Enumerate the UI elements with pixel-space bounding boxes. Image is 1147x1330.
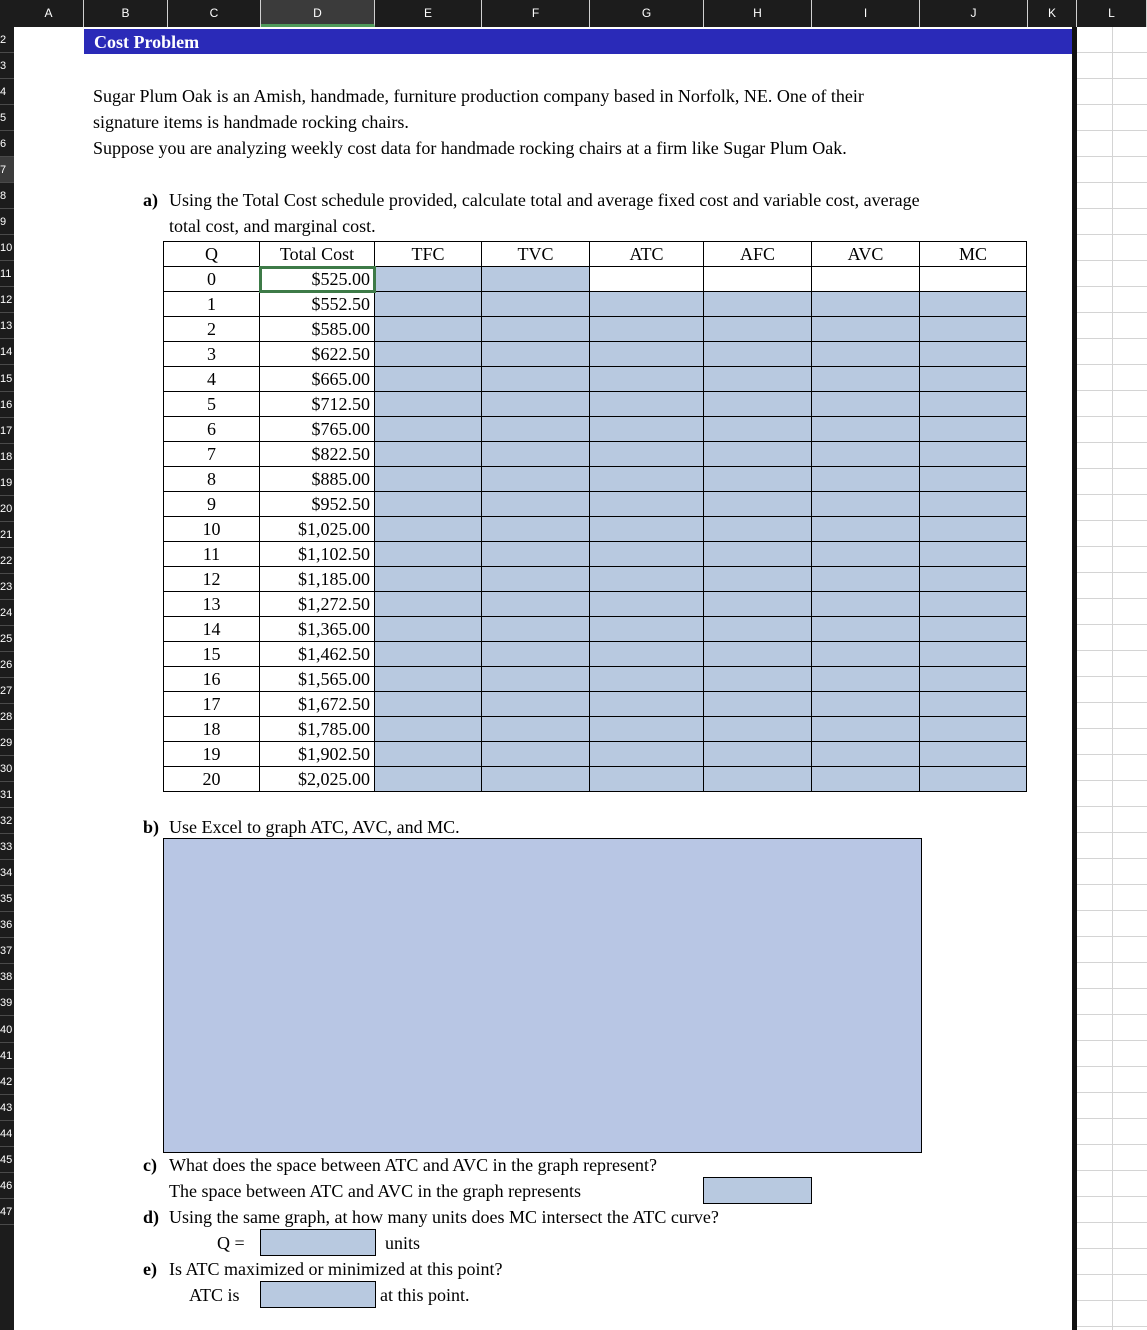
- tvc-input-cell[interactable]: [482, 717, 590, 742]
- row-header-20[interactable]: 20: [0, 496, 14, 522]
- total-cost-cell-selected[interactable]: $525.00: [260, 267, 375, 292]
- row-header-13[interactable]: 13: [0, 313, 14, 339]
- row-header-7[interactable]: 7: [0, 157, 14, 183]
- avc-input-cell[interactable]: [812, 767, 920, 792]
- avc-input-cell[interactable]: [812, 417, 920, 442]
- header-atc[interactable]: ATC: [590, 242, 704, 267]
- total-cost-cell[interactable]: $822.50: [260, 442, 375, 467]
- q-cell[interactable]: 15: [164, 642, 260, 667]
- row-header-39[interactable]: 39: [0, 990, 14, 1016]
- atc-input-cell[interactable]: [590, 742, 704, 767]
- total-cost-cell[interactable]: $665.00: [260, 367, 375, 392]
- tvc-input-cell[interactable]: [482, 267, 590, 292]
- table-row: [164, 692, 1027, 717]
- row-header-22[interactable]: 22: [0, 548, 14, 574]
- intro-line-2: signature items is handmade rocking chairs.: [93, 112, 409, 132]
- total-cost-cell[interactable]: $1,365.00: [260, 617, 375, 642]
- tvc-input-cell[interactable]: [482, 767, 590, 792]
- atc-input-cell[interactable]: [590, 367, 704, 392]
- column-header-e[interactable]: E: [375, 0, 482, 27]
- tvc-input-cell[interactable]: [482, 392, 590, 417]
- q-cell[interactable]: 19: [164, 742, 260, 767]
- total-cost-cell[interactable]: $952.50: [260, 492, 375, 517]
- row-header-19[interactable]: 19: [0, 470, 14, 496]
- table-row: [164, 467, 1027, 492]
- q-cell[interactable]: 1: [164, 292, 260, 317]
- total-cost-cell[interactable]: $765.00: [260, 417, 375, 442]
- table-row: [164, 717, 1027, 742]
- tvc-input-cell[interactable]: [482, 567, 590, 592]
- mc-input-cell[interactable]: [920, 642, 1027, 667]
- row-header-37[interactable]: 37: [0, 938, 14, 964]
- row-header-34[interactable]: 34: [0, 860, 14, 886]
- avc-input-cell[interactable]: [812, 367, 920, 392]
- part-c-answer-input[interactable]: [703, 1177, 812, 1204]
- afc-input-cell[interactable]: [704, 417, 812, 442]
- avc-input-cell[interactable]: [812, 717, 920, 742]
- atc-input-cell[interactable]: [590, 417, 704, 442]
- mc-input-cell[interactable]: [920, 342, 1027, 367]
- q-cell[interactable]: 17: [164, 692, 260, 717]
- part-d-q-prompt: Q =: [217, 1233, 245, 1253]
- row-header-30[interactable]: 30: [0, 756, 14, 782]
- avc-input-cell[interactable]: [812, 667, 920, 692]
- row-header-25[interactable]: 25: [0, 626, 14, 652]
- row-header-11[interactable]: 11: [0, 261, 14, 287]
- atc-input-cell[interactable]: [590, 767, 704, 792]
- q-cell[interactable]: 12: [164, 567, 260, 592]
- tvc-input-cell[interactable]: [482, 667, 590, 692]
- table-row: [164, 642, 1027, 667]
- q-cell[interactable]: 14: [164, 617, 260, 642]
- row-header-41[interactable]: 41: [0, 1043, 14, 1069]
- table-row: [164, 617, 1027, 642]
- afc-input-cell[interactable]: [704, 267, 812, 292]
- row-header-9[interactable]: 9: [0, 209, 14, 235]
- tvc-input-cell[interactable]: [482, 367, 590, 392]
- afc-input-cell[interactable]: [704, 567, 812, 592]
- table-row: [164, 267, 1027, 292]
- row-header-21[interactable]: 21: [0, 522, 14, 548]
- intro-line-3: Suppose you are analyzing weekly cost data for handmade rocking chairs at a firm like Sugar Plum Oak.: [93, 138, 847, 158]
- row-header-23[interactable]: 23: [0, 574, 14, 600]
- row-header-24[interactable]: 24: [0, 600, 14, 626]
- row-header-15[interactable]: 15: [0, 366, 14, 392]
- row-header-2[interactable]: 2: [0, 27, 14, 53]
- tfc-input-cell[interactable]: [375, 267, 482, 292]
- row-header-43[interactable]: 43: [0, 1095, 14, 1121]
- afc-input-cell[interactable]: [704, 642, 812, 667]
- tfc-input-cell[interactable]: [375, 442, 482, 467]
- mc-input-cell[interactable]: [920, 367, 1027, 392]
- part-e-suffix: at this point.: [380, 1285, 470, 1305]
- row-header-45[interactable]: 45: [0, 1147, 14, 1173]
- table-row: [164, 317, 1027, 342]
- row-header-31[interactable]: 31: [0, 782, 14, 808]
- column-header-bar: [0, 0, 1147, 27]
- afc-input-cell[interactable]: [704, 692, 812, 717]
- header-q[interactable]: Q: [164, 242, 260, 267]
- mc-input-cell[interactable]: [920, 317, 1027, 342]
- tvc-input-cell[interactable]: [482, 417, 590, 442]
- total-cost-cell[interactable]: $1,102.50: [260, 542, 375, 567]
- mc-input-cell[interactable]: [920, 767, 1027, 792]
- atc-input-cell[interactable]: [590, 292, 704, 317]
- mc-input-cell[interactable]: [920, 417, 1027, 442]
- avc-input-cell[interactable]: [812, 592, 920, 617]
- table-row: [164, 542, 1027, 567]
- mc-input-cell[interactable]: [920, 492, 1027, 517]
- table-row: [164, 342, 1027, 367]
- tfc-input-cell[interactable]: [375, 742, 482, 767]
- part-e-prompt: ATC is: [189, 1285, 240, 1305]
- avc-input-cell[interactable]: [812, 692, 920, 717]
- row-header-28[interactable]: 28: [0, 704, 14, 730]
- table-row: [164, 667, 1027, 692]
- atc-input-cell[interactable]: [590, 317, 704, 342]
- table-row: [164, 742, 1027, 767]
- row-header-bar: [0, 27, 14, 1330]
- part-d-units: units: [385, 1233, 421, 1253]
- row-header-44[interactable]: 44: [0, 1121, 14, 1147]
- afc-input-cell[interactable]: [704, 667, 812, 692]
- afc-input-cell[interactable]: [704, 492, 812, 517]
- total-cost-cell[interactable]: $885.00: [260, 467, 375, 492]
- row-header-26[interactable]: 26: [0, 652, 14, 678]
- table-row: [164, 292, 1027, 317]
- avc-input-cell[interactable]: [812, 542, 920, 567]
- atc-input-cell[interactable]: [590, 642, 704, 667]
- row-header-12[interactable]: 12: [0, 287, 14, 313]
- atc-input-cell[interactable]: [590, 567, 704, 592]
- q-cell[interactable]: 8: [164, 467, 260, 492]
- part-e-label: e): [143, 1259, 157, 1279]
- tvc-input-cell[interactable]: [482, 742, 590, 767]
- tfc-input-cell[interactable]: [375, 342, 482, 367]
- column-header-j[interactable]: J: [920, 0, 1028, 27]
- afc-input-cell[interactable]: [704, 442, 812, 467]
- afc-input-cell[interactable]: [704, 767, 812, 792]
- tvc-input-cell[interactable]: [482, 442, 590, 467]
- avc-input-cell[interactable]: [812, 517, 920, 542]
- header-tfc[interactable]: TFC: [375, 242, 482, 267]
- row-header-10[interactable]: 10: [0, 235, 14, 261]
- tvc-input-cell[interactable]: [482, 617, 590, 642]
- mc-input-cell[interactable]: [920, 292, 1027, 317]
- afc-input-cell[interactable]: [704, 617, 812, 642]
- total-cost-cell[interactable]: $1,462.50: [260, 642, 375, 667]
- tvc-input-cell[interactable]: [482, 592, 590, 617]
- part-e-input[interactable]: [260, 1281, 376, 1308]
- q-cell[interactable]: 7: [164, 442, 260, 467]
- row-header-6[interactable]: 6: [0, 131, 14, 157]
- atc-input-cell[interactable]: [590, 392, 704, 417]
- total-cost-cell[interactable]: $712.50: [260, 392, 375, 417]
- total-cost-cell[interactable]: $1,025.00: [260, 517, 375, 542]
- afc-input-cell[interactable]: [704, 342, 812, 367]
- total-cost-cell[interactable]: $1,185.00: [260, 567, 375, 592]
- tfc-input-cell[interactable]: [375, 592, 482, 617]
- afc-input-cell[interactable]: [704, 542, 812, 567]
- column-header-i[interactable]: I: [812, 0, 920, 27]
- mc-input-cell[interactable]: [920, 442, 1027, 467]
- q-cell[interactable]: 6: [164, 417, 260, 442]
- afc-input-cell[interactable]: [704, 717, 812, 742]
- afc-input-cell[interactable]: [704, 467, 812, 492]
- header-avc[interactable]: AVC: [812, 242, 920, 267]
- row-header-27[interactable]: 27: [0, 678, 14, 704]
- table-row: [164, 567, 1027, 592]
- total-cost-cell[interactable]: $1,785.00: [260, 717, 375, 742]
- page-title: Cost Problem: [94, 32, 200, 52]
- avc-input-cell[interactable]: [812, 342, 920, 367]
- mc-input-cell[interactable]: [920, 467, 1027, 492]
- row-header-29[interactable]: 29: [0, 730, 14, 756]
- q-cell[interactable]: 9: [164, 492, 260, 517]
- tfc-input-cell[interactable]: [375, 517, 482, 542]
- title-bar: [84, 29, 1072, 54]
- afc-input-cell[interactable]: [704, 742, 812, 767]
- tvc-input-cell[interactable]: [482, 467, 590, 492]
- tfc-input-cell[interactable]: [375, 292, 482, 317]
- table-row: [164, 442, 1027, 467]
- atc-input-cell[interactable]: [590, 342, 704, 367]
- tfc-input-cell[interactable]: [375, 567, 482, 592]
- column-header-b[interactable]: B: [84, 0, 168, 27]
- atc-input-cell[interactable]: [590, 667, 704, 692]
- afc-input-cell[interactable]: [704, 317, 812, 342]
- row-header-3[interactable]: 3: [0, 53, 14, 79]
- total-cost-cell[interactable]: $1,565.00: [260, 667, 375, 692]
- part-b-label: b): [143, 817, 160, 837]
- tfc-input-cell[interactable]: [375, 417, 482, 442]
- intro-line-1: Sugar Plum Oak is an Amish, handmade, furniture production company based in Norfolk, NE. One of their: [93, 86, 864, 106]
- q-cell[interactable]: 2: [164, 317, 260, 342]
- print-area-border: [1072, 27, 1077, 1330]
- avc-input-cell[interactable]: [812, 292, 920, 317]
- avc-input-cell[interactable]: [812, 317, 920, 342]
- row-header-18[interactable]: 18: [0, 444, 14, 470]
- column-header-k[interactable]: K: [1028, 0, 1077, 27]
- part-c-label: c): [143, 1155, 157, 1175]
- avc-input-cell[interactable]: [812, 492, 920, 517]
- column-header-d[interactable]: D: [261, 0, 375, 27]
- tvc-input-cell[interactable]: [482, 642, 590, 667]
- row-header-14[interactable]: 14: [0, 339, 14, 365]
- tfc-input-cell[interactable]: [375, 317, 482, 342]
- tfc-input-cell[interactable]: [375, 542, 482, 567]
- mc-input-cell[interactable]: [920, 592, 1027, 617]
- cost-table: [163, 241, 1027, 792]
- table-row: [164, 392, 1027, 417]
- row-header-8[interactable]: 8: [0, 183, 14, 209]
- part-c-text: What does the space between ATC and AVC in the graph represent?: [169, 1155, 658, 1175]
- row-header-4[interactable]: 4: [0, 79, 14, 105]
- mc-input-cell[interactable]: [920, 742, 1027, 767]
- total-cost-cell[interactable]: $585.00: [260, 317, 375, 342]
- atc-input-cell[interactable]: [590, 617, 704, 642]
- row-header-17[interactable]: 17: [0, 418, 14, 444]
- tvc-input-cell[interactable]: [482, 692, 590, 717]
- part-e-text: Is ATC maximized or minimized at this point?: [169, 1259, 503, 1279]
- header-afc[interactable]: AFC: [704, 242, 812, 267]
- tfc-input-cell[interactable]: [375, 667, 482, 692]
- tfc-input-cell[interactable]: [375, 642, 482, 667]
- mc-input-cell[interactable]: [920, 567, 1027, 592]
- part-c-answer-prompt: The space between ATC and AVC in the graph represents: [169, 1181, 582, 1201]
- tfc-input-cell[interactable]: [375, 392, 482, 417]
- part-a-text-2: total cost, and marginal cost.: [169, 216, 376, 236]
- mc-input-cell[interactable]: [920, 667, 1027, 692]
- avc-input-cell[interactable]: [812, 567, 920, 592]
- header-total-cost[interactable]: Total Cost: [260, 242, 375, 267]
- afc-input-cell[interactable]: [704, 517, 812, 542]
- tfc-input-cell[interactable]: [375, 467, 482, 492]
- part-a-label: a): [143, 190, 158, 210]
- table-row: [164, 517, 1027, 542]
- atc-input-cell[interactable]: [590, 542, 704, 567]
- column-header-f[interactable]: F: [482, 0, 590, 27]
- table-row: [164, 367, 1027, 392]
- tfc-input-cell[interactable]: [375, 492, 482, 517]
- tvc-input-cell[interactable]: [482, 317, 590, 342]
- graph-area[interactable]: [163, 838, 922, 1153]
- table-row: [164, 492, 1027, 517]
- mc-input-cell[interactable]: [920, 692, 1027, 717]
- row-header-47[interactable]: 47: [0, 1199, 14, 1225]
- q-cell[interactable]: 18: [164, 717, 260, 742]
- part-a-text-1: Using the Total Cost schedule provided, calculate total and average fixed cost and variable cost, average: [169, 190, 920, 210]
- total-cost-cell[interactable]: $2,025.00: [260, 767, 375, 792]
- total-cost-cell[interactable]: $1,272.50: [260, 592, 375, 617]
- q-cell[interactable]: 0: [164, 267, 260, 292]
- atc-input-cell[interactable]: [590, 492, 704, 517]
- row-header-42[interactable]: 42: [0, 1069, 14, 1095]
- row-header-46[interactable]: 46: [0, 1173, 14, 1199]
- column-header-h[interactable]: H: [704, 0, 812, 27]
- avc-input-cell[interactable]: [812, 442, 920, 467]
- total-cost-cell[interactable]: $1,902.50: [260, 742, 375, 767]
- q-cell[interactable]: 13: [164, 592, 260, 617]
- table-row: [164, 767, 1027, 792]
- atc-input-cell[interactable]: [590, 267, 704, 292]
- row-header-32[interactable]: 32: [0, 808, 14, 834]
- total-cost-cell[interactable]: $622.50: [260, 342, 375, 367]
- part-d-label: d): [143, 1207, 160, 1227]
- total-cost-cell[interactable]: $1,672.50: [260, 692, 375, 717]
- tvc-input-cell[interactable]: [482, 492, 590, 517]
- afc-input-cell[interactable]: [704, 367, 812, 392]
- q-cell[interactable]: 20: [164, 767, 260, 792]
- tvc-input-cell[interactable]: [482, 292, 590, 317]
- column-header-a[interactable]: A: [14, 0, 84, 27]
- mc-input-cell[interactable]: [920, 392, 1027, 417]
- mc-input-cell[interactable]: [920, 717, 1027, 742]
- q-cell[interactable]: 4: [164, 367, 260, 392]
- tvc-input-cell[interactable]: [482, 542, 590, 567]
- mc-input-cell[interactable]: [920, 542, 1027, 567]
- q-cell[interactable]: 16: [164, 667, 260, 692]
- q-cell[interactable]: 10: [164, 517, 260, 542]
- avc-input-cell[interactable]: [812, 617, 920, 642]
- mc-input-cell[interactable]: [920, 617, 1027, 642]
- column-header-g[interactable]: G: [590, 0, 704, 27]
- part-d-text: Using the same graph, at how many units does MC intersect the ATC curve?: [169, 1207, 719, 1227]
- avc-input-cell[interactable]: [812, 467, 920, 492]
- tfc-input-cell[interactable]: [375, 767, 482, 792]
- empty-grid-right: [1077, 27, 1147, 1330]
- part-d-q-input[interactable]: [260, 1229, 376, 1256]
- tfc-input-cell[interactable]: [375, 692, 482, 717]
- avc-input-cell[interactable]: [812, 267, 920, 292]
- total-cost-cell[interactable]: $552.50: [260, 292, 375, 317]
- row-header-33[interactable]: 33: [0, 834, 14, 860]
- table-row: [164, 592, 1027, 617]
- row-header-16[interactable]: 16: [0, 392, 14, 418]
- afc-input-cell[interactable]: [704, 292, 812, 317]
- atc-input-cell[interactable]: [590, 717, 704, 742]
- atc-input-cell[interactable]: [590, 517, 704, 542]
- row-header-36[interactable]: 36: [0, 912, 14, 938]
- atc-input-cell[interactable]: [590, 442, 704, 467]
- row-header-38[interactable]: 38: [0, 964, 14, 990]
- header-mc[interactable]: MC: [920, 242, 1027, 267]
- header-tvc[interactable]: TVC: [482, 242, 590, 267]
- q-cell[interactable]: 11: [164, 542, 260, 567]
- q-cell[interactable]: 5: [164, 392, 260, 417]
- row-header-35[interactable]: 35: [0, 886, 14, 912]
- avc-input-cell[interactable]: [812, 742, 920, 767]
- mc-input-cell[interactable]: [920, 517, 1027, 542]
- mc-input-cell[interactable]: [920, 267, 1027, 292]
- table-row: [164, 417, 1027, 442]
- tfc-input-cell[interactable]: [375, 717, 482, 742]
- tvc-input-cell[interactable]: [482, 517, 590, 542]
- column-header-c[interactable]: C: [168, 0, 261, 27]
- tfc-input-cell[interactable]: [375, 617, 482, 642]
- row-header-40[interactable]: 40: [0, 1017, 14, 1043]
- afc-input-cell[interactable]: [704, 592, 812, 617]
- atc-input-cell[interactable]: [590, 592, 704, 617]
- atc-input-cell[interactable]: [590, 692, 704, 717]
- part-b-text: Use Excel to graph ATC, AVC, and MC.: [169, 817, 460, 837]
- tfc-input-cell[interactable]: [375, 367, 482, 392]
- table-header-row: [164, 242, 1027, 267]
- avc-input-cell[interactable]: [812, 642, 920, 667]
- row-header-5[interactable]: 5: [0, 105, 14, 131]
- avc-input-cell[interactable]: [812, 392, 920, 417]
- atc-input-cell[interactable]: [590, 467, 704, 492]
- tvc-input-cell[interactable]: [482, 342, 590, 367]
- column-header-l[interactable]: L: [1077, 0, 1147, 27]
- q-cell[interactable]: 3: [164, 342, 260, 367]
- afc-input-cell[interactable]: [704, 392, 812, 417]
